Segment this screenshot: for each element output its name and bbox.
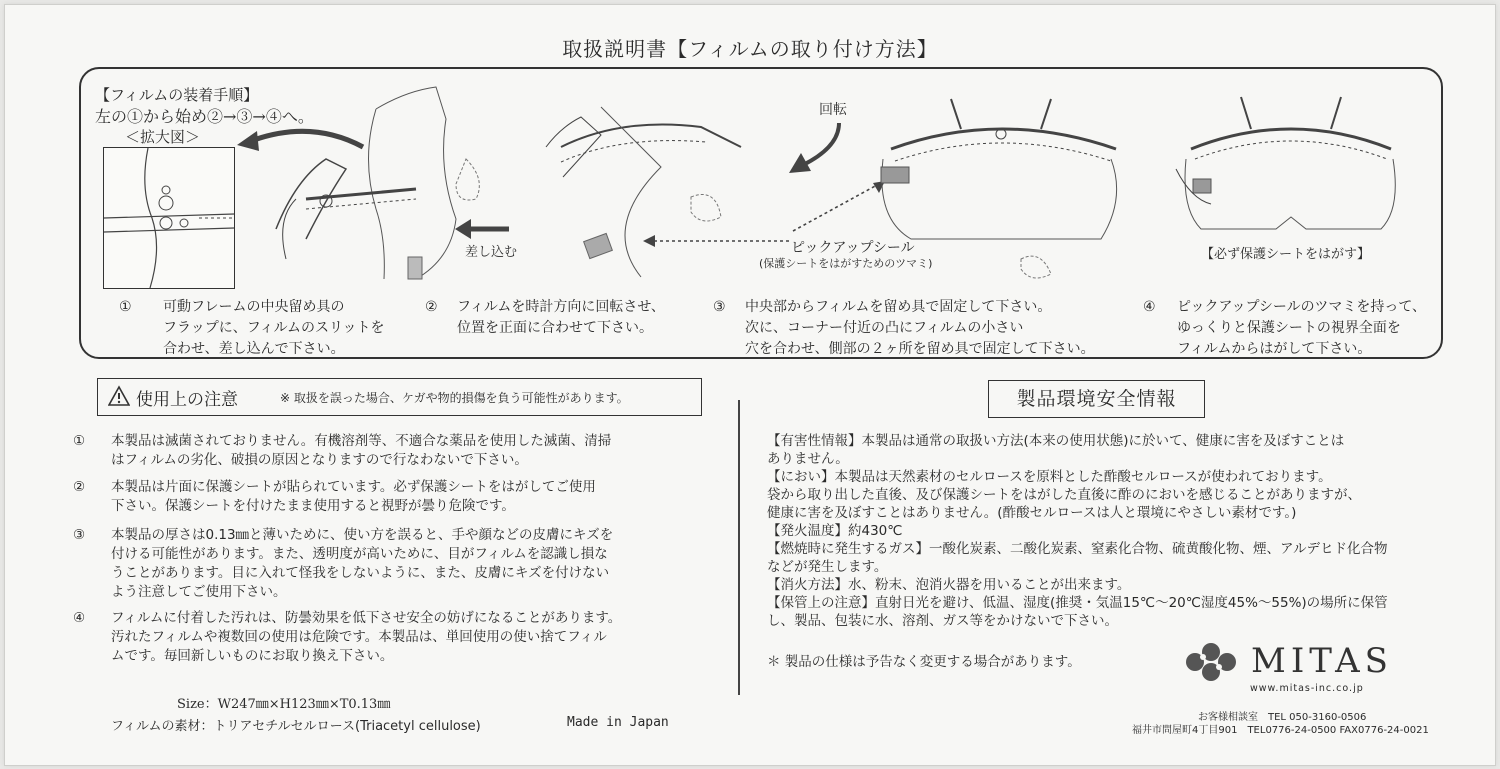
spec-change-note: ＊ 製品の仕様は予告なく変更する場合があります。 xyxy=(767,654,1081,670)
caution-item-4-number: ④ xyxy=(73,610,86,626)
page-title: 取扱説明書【フィルムの取り付け方法】 xyxy=(562,37,938,61)
material-spec: フィルムの素材：トリアセチルセルロース(Triacetyl cellulose) xyxy=(111,719,481,734)
caution-note: ※ 取扱を誤った場合、ケガや物的損傷を負う可能性があります。 xyxy=(280,391,629,405)
zoom-detail-drawing xyxy=(104,148,234,288)
step-4-number: ④ xyxy=(1143,299,1156,315)
pickup-seal-note: (保護シートをはがすためのツマミ) xyxy=(759,257,933,270)
step-2-text: フィルムを時計方向に回転させ、 位置を正面に合わせて下さい。 xyxy=(457,299,665,336)
step3-illustration xyxy=(871,89,1141,289)
step1-illustration xyxy=(266,79,491,284)
caution-item-1-number: ① xyxy=(73,433,86,449)
step-1-number: ① xyxy=(119,299,132,315)
brand-logo-text: MITAS xyxy=(1251,641,1393,681)
brand-url: www.mitas-inc.co.jp xyxy=(1250,683,1364,694)
step-2-number: ② xyxy=(425,299,438,315)
insert-label: 差し込む xyxy=(465,245,518,260)
section-divider xyxy=(738,400,740,695)
caution-item-2-number: ② xyxy=(73,479,86,495)
instruction-sheet xyxy=(4,4,1496,766)
caution-title: 使用上の注意 xyxy=(136,390,238,410)
warning-icon xyxy=(108,385,130,407)
procedure-title: 【フィルムの装着手順】 xyxy=(95,86,259,104)
must-peel-label: 【必ず保護シートをはがす】 xyxy=(1201,247,1371,262)
step4-illustration xyxy=(1171,89,1411,239)
zoom-label: ＜拡大図＞ xyxy=(125,128,201,146)
pickup-seal-label: ピックアップシール xyxy=(791,240,915,256)
caution-item-2-text: 本製品は片面に保護シートが貼られています。必ず保護シートをはがしてご使用 下さい。保護シートを付けたまま使用すると視野が曇り危険です。 xyxy=(111,479,596,514)
zoom-detail-illustration xyxy=(103,147,235,289)
environment-text: 【有害性情報】本製品は通常の取扱い方法(本来の使用状態)に於いて、健康に害を及ぼすことは ありません。 【におい】本製品は天然素材のセルロースを原料とした酢酸セルロースが使われております。 袋から取り出した直後、及び保護シートをはがした直後に酢のにおいを感じることがありますが、 健康に害を及ぼすことはありません。(酢酸セルロースは人と環境にやさしい素材です。) 【発火温度】約430℃ 【燃焼時に発生するガス】一酸化炭素、二酸化炭素、窒素化合物、硫黄酸化物、煙、アルデヒド化合物 などが発生します。 【消火方法】水、粉末、泡消火器を用いることが出来ます。 【保管上の注意】直射日光を避け、低温、湿度(推奨・気温15℃～20℃湿度45%～55%)の場所に保管 し、製品、包装に水、溶剤、ガス等をかけないで下さい。 xyxy=(767,433,1388,629)
procedure-order: 左の①から始め②→③→④へ。 xyxy=(95,107,314,126)
customer-contact: お客様相談室 TEL 050-3160-0506 xyxy=(1198,712,1367,723)
caution-item-3-number: ③ xyxy=(73,527,86,543)
step-4-text: ピックアップシールのツマミを持って、 ゆっくりと保護シートの視界全面を フィルムからはがして下さい。 xyxy=(1177,299,1427,357)
environment-title: 製品環境安全情報 xyxy=(988,380,1205,418)
step-1-text: 可動フレームの中央留め具の フラップに、フィルムのスリットを 合わせ、差し込んで下さい。 xyxy=(163,299,385,357)
rotate-label: 回転 xyxy=(819,102,847,118)
step-3-text: 中央部からフィルムを留め具で固定して下さい。 次に、コーナー付近の凸にフィルムの小さい 穴を合わせ、側部の２ヶ所を留め具で固定して下さい。 xyxy=(745,299,1095,357)
size-spec: Size：W247㎜×H123㎜×T0.13㎜ xyxy=(177,697,391,712)
step-3-number: ③ xyxy=(713,299,726,315)
mitas-logo-icon xyxy=(1181,640,1245,684)
caution-item-4-text: フィルムに付着した汚れは、防曇効果を低下させ安全の妨げになることがあります。 汚れたフィルムや複数回の使用は危険です。本製品は、単回使用の使い捨てフィル ムです。毎回新しいものにお取り換え下さい。 xyxy=(111,610,622,664)
caution-item-1-text: 本製品は滅菌されておりません。有機溶剤等、不適合な薬品を使用した滅菌、清掃 はフィルムの劣化、破損の原因となりますので行なわないで下さい。 xyxy=(111,433,612,468)
insert-arrow-icon xyxy=(453,219,513,239)
rotate-arrow-icon xyxy=(781,117,851,177)
caution-item-3-text: 本製品の厚さは0.13㎜と薄いために、使い方を誤ると、手や顔などの皮膚にキズを 付ける可能性があります。また、透明度が高いために、目がフィルムを認識し損な うことがあります。目に入れて怪我をしないように、また、皮膚にキズを付けない よう注意してご使用下さい。 xyxy=(111,527,614,600)
company-address: 福井市問屋町4丁目901 TEL0776-24-0500 FAX0776-24-0021 xyxy=(1132,725,1429,736)
caution-header xyxy=(97,378,702,416)
made-in-label: Made in Japan xyxy=(567,715,669,730)
procedure-panel xyxy=(79,67,1443,359)
